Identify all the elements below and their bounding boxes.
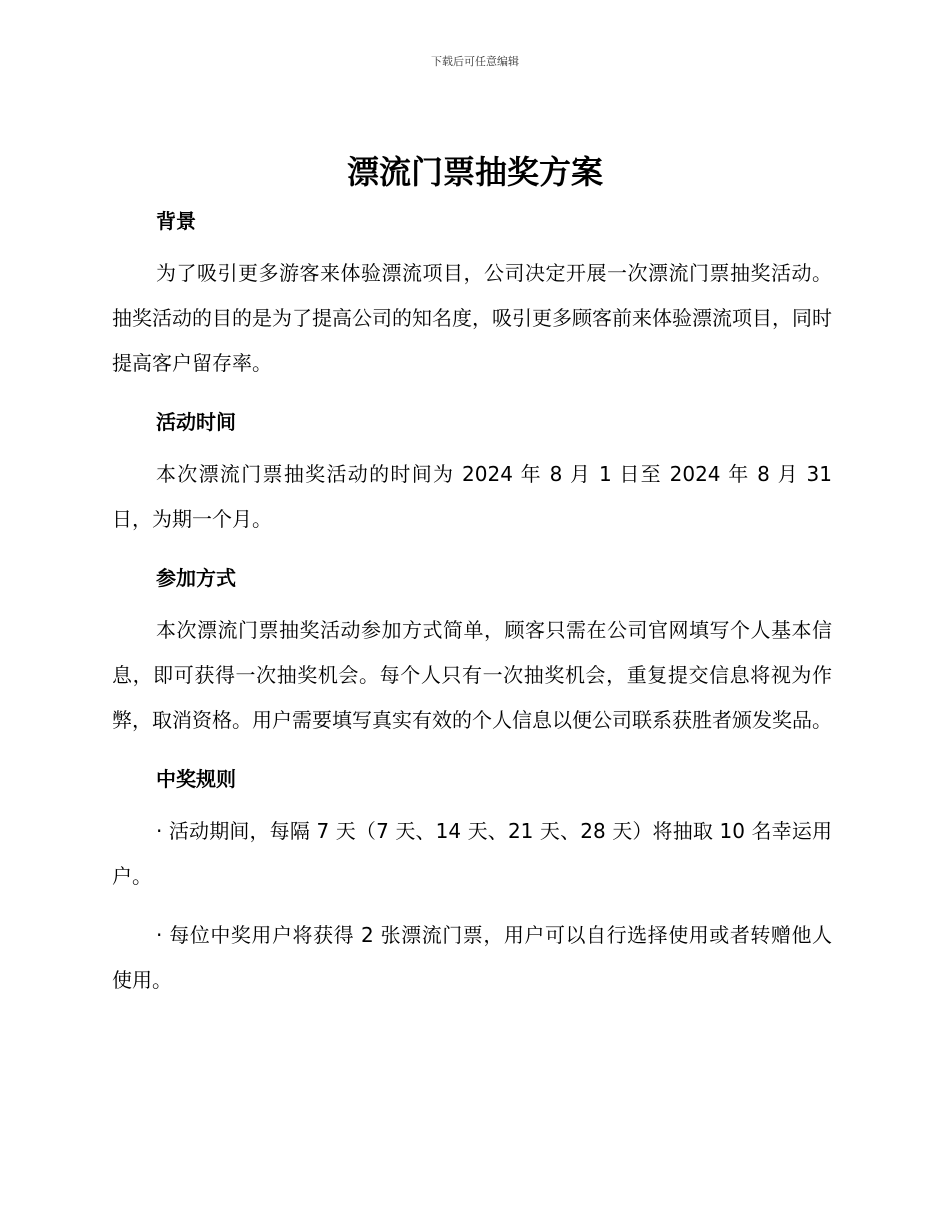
rule-item: · 每位中奖用户将获得 2 张漂流门票，用户可以自行选择使用或者转赠他人使用。 <box>112 923 832 992</box>
document-body <box>112 206 832 1003</box>
paragraph: 本次漂流门票抽奖活动参加方式简单，顾客只需在公司官网填写个人基本信息，即可获得一次抽奖机会。每个人只有一次抽奖机会，重复提交信息将视为作弊，取消资格。用户需要填写真实有效的个人信息以便公司联系获胜者颁发奖品。 <box>112 618 832 732</box>
section-heading: 中奖规则 <box>156 767 236 791</box>
document-title: 漂流门票抽奖方案 <box>346 153 603 191</box>
section-participation <box>112 563 832 743</box>
paragraph: 本次漂流门票抽奖活动的时间为 2024 年 8 月 1 日至 2024 年 8 月 31 日，为期一个月。 <box>112 462 832 531</box>
section-background <box>112 206 832 386</box>
section-heading: 背景 <box>156 209 196 233</box>
section-heading: 活动时间 <box>156 410 236 434</box>
section-winning-rules <box>112 764 832 1003</box>
section-activity-time <box>112 407 832 542</box>
header-note: 下载后可任意编辑 <box>431 55 519 68</box>
section-heading: 参加方式 <box>156 566 236 590</box>
paragraph: 为了吸引更多游客来体验漂流项目，公司决定开展一次漂流门票抽奖活动。抽奖活动的目的是为了提高公司的知名度，吸引更多顾客前来体验漂流项目，同时提高客户留存率。 <box>112 261 832 375</box>
rule-item: · 活动期间，每隔 7 天（7 天、14 天、21 天、28 天）将抽取 10 名幸运用户。 <box>112 819 832 888</box>
